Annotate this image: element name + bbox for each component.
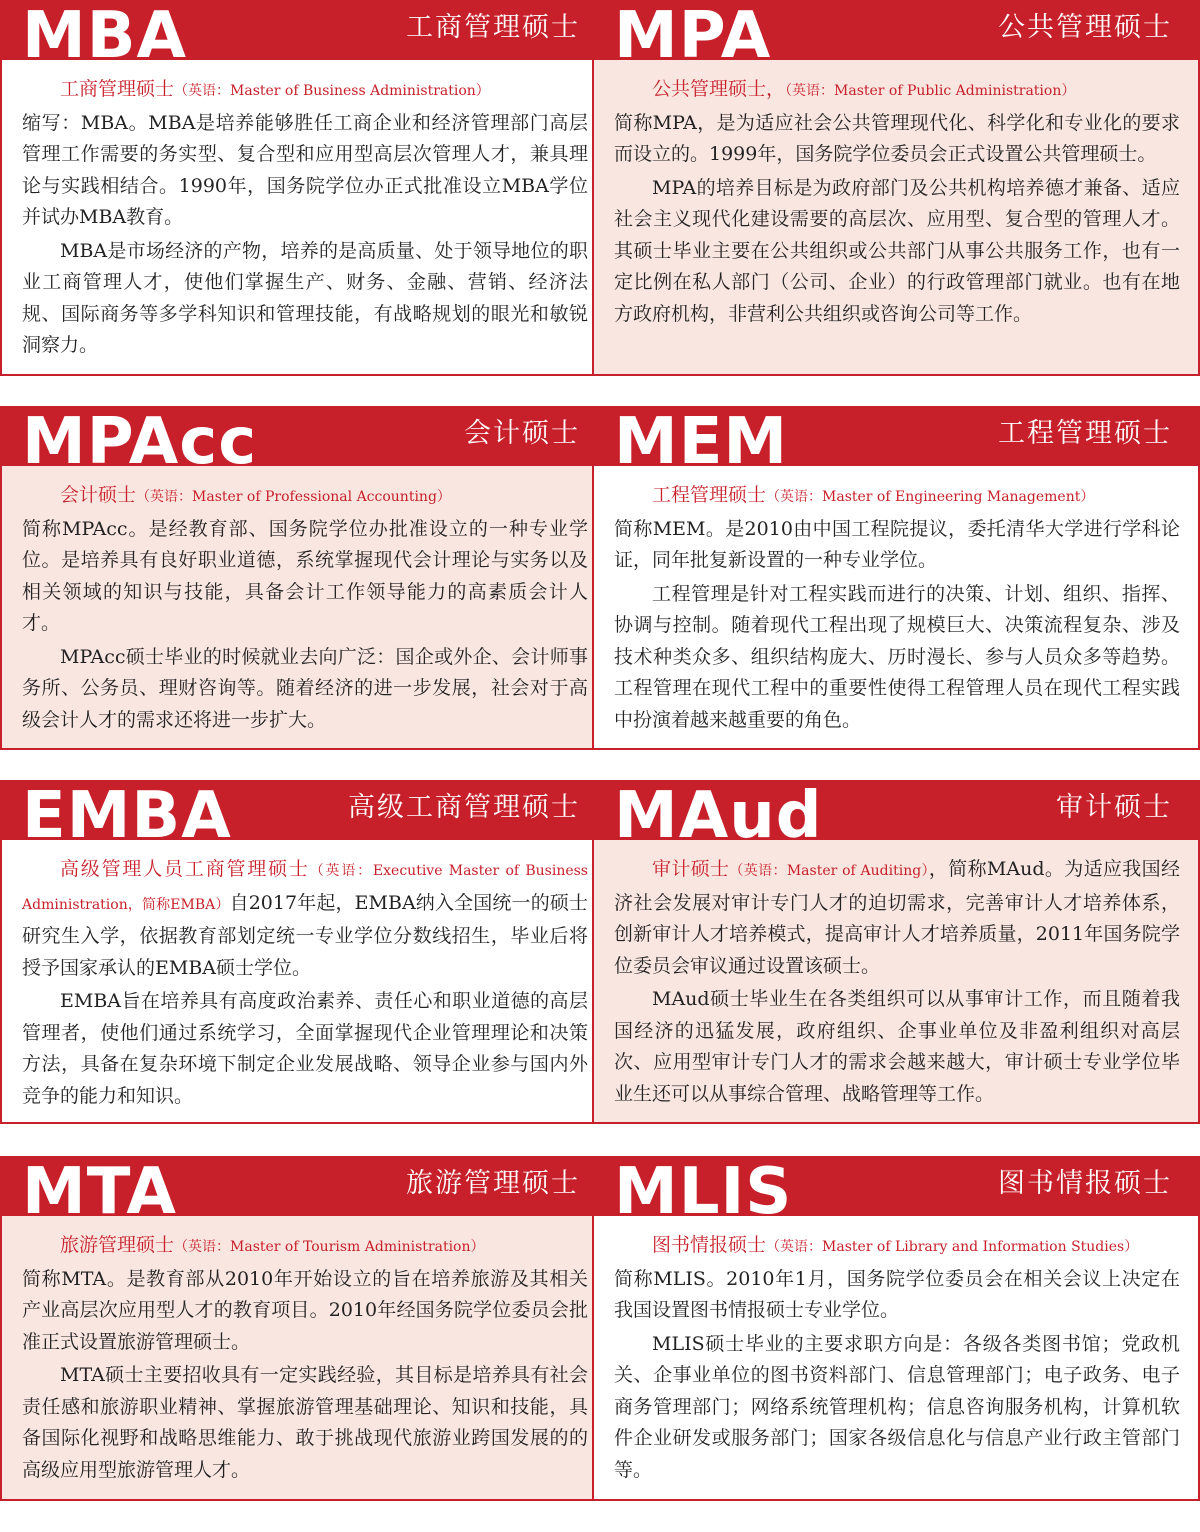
degree-title: 旅游管理硕士 xyxy=(406,1168,580,1199)
degree-abbreviation: MEM xyxy=(614,405,789,479)
paragraph xyxy=(614,1230,1180,1327)
card-header xyxy=(0,1155,608,1229)
paragraph: MPAcc硕士毕业的时候就业去向广泛：国企或外企、会计师事务所、公务员、理财咨询等。随着经济的进一步发展，社会对于高级会计人才的需求还将进一步扩大。 xyxy=(22,645,588,731)
card-content xyxy=(22,74,588,362)
degree-name: 图书情报硕士 xyxy=(652,1234,767,1256)
degree-name: 工商管理硕士 xyxy=(60,78,175,100)
card-header xyxy=(0,0,608,73)
card-content xyxy=(614,854,1180,1110)
paragraph-text: 简称MTA。是教育部从2010年开始设立的旨在培养旅游及其相关产业高层次应用型人才的教育项目。2010年经国务院学位委员会批准正式设置旅游管理硕士。 xyxy=(22,1267,588,1353)
english-name: （英语：Master of Professional Accounting） xyxy=(136,489,451,505)
degree-abbreviation: MBA xyxy=(22,0,187,73)
card-maud xyxy=(592,780,1200,1156)
paragraph: MAud硕士毕业生在各类组织可以从事审计工作，而且随着我国经济的迅猛发展，政府组织、企事业单位及非盈利组织对高层次、应用型审计专门人才的需求会越来越大，审计硕士专业学位毕业生还可以从事综合管理、战略管理等工作。 xyxy=(614,988,1180,1105)
card-mta xyxy=(0,1156,608,1532)
paragraph xyxy=(22,1230,588,1358)
degree-abbreviation: EMBA xyxy=(22,779,232,853)
card-mlis xyxy=(592,1156,1200,1532)
card-header xyxy=(592,0,1200,73)
degree-name: 高级管理人员工商管理硕士 xyxy=(60,858,310,880)
degree-title: 工商管理硕士 xyxy=(406,12,580,43)
paragraph xyxy=(614,854,1180,982)
paragraph-text: 缩写：MBA。MBA是培养能够胜任工商企业和经济管理部门高层管理工作需要的务实型、复合型和应用型高层次管理人才，兼具理论与实践相结合。1990年，国务院学位办正式批准设立MBA学位并试办MBA教育。 xyxy=(22,111,588,228)
degree-name: 工程管理硕士 xyxy=(652,484,767,506)
card-body xyxy=(592,60,1200,376)
paragraph: MPA的培养目标是为政府部门及公共机构培养德才兼备、适应社会主义现代化建设需要的高层次、应用型、复合型的管理人才。其硕士毕业主要在公共组织或公共部门从事公共服务工作，也有一定比例在私人部门（公司、企业）的行政管理部门就业。也有在地方政府机构，非营利公共组织或咨询公司等工作。 xyxy=(614,176,1180,325)
card-body xyxy=(0,466,608,750)
english-name: （英语：Master of Engineering Management） xyxy=(766,489,1095,505)
degree-name: 会计硕士 xyxy=(60,484,137,506)
degree-title: 图书情报硕士 xyxy=(998,1168,1172,1199)
degree-title: 审计硕士 xyxy=(1056,792,1172,823)
degree-abbreviation: MAud xyxy=(614,779,823,853)
card-content xyxy=(22,480,588,736)
english-name: （英语：Master of Public Administration） xyxy=(785,83,1076,99)
card-emba xyxy=(0,780,608,1156)
degree-abbreviation: MPAcc xyxy=(22,405,258,479)
paragraph xyxy=(22,74,588,234)
degree-name: 旅游管理硕士 xyxy=(60,1234,175,1256)
card-body xyxy=(592,840,1200,1124)
paragraph: MLIS硕士毕业的主要求职方向是：各级各类图书馆；党政机关、企事业单位的图书资料部门、信息管理部门；电子政务、电子商务管理部门；网络系统管理机构；信息咨询服务机构，计算机软件企业研发或服务部门；国家各级信息化与信息产业行政主管部门等。 xyxy=(614,1332,1180,1481)
card-header xyxy=(592,405,1200,479)
english-name: （英语：Master of Business Administration） xyxy=(174,83,490,99)
card-content xyxy=(614,74,1180,330)
card-content xyxy=(22,1230,588,1486)
degree-abbreviation: MLIS xyxy=(614,1155,793,1229)
paragraph-text: 自2017年起，EMBA纳入全国统一的硕士研究生入学，依据教育部划定统一专业学位分数线招生，毕业后将授予国家承认的EMBA硕士学位。 xyxy=(22,891,588,979)
card-mpa xyxy=(592,0,1200,376)
degree-title: 高级工商管理硕士 xyxy=(348,792,580,823)
card-body xyxy=(0,1216,608,1501)
degree-abbreviation: MTA xyxy=(22,1155,177,1229)
degree-name: 审计硕士 xyxy=(652,858,730,880)
english-name: （英语：Executive Master of Business Administration，简称EMBA） xyxy=(22,863,588,913)
card-header xyxy=(0,405,608,479)
card-mpacc xyxy=(0,406,608,782)
english-name: （英语：Master of Tourism Administration） xyxy=(174,1239,485,1255)
degree-name: 公共管理硕士， xyxy=(652,78,786,100)
degree-abbreviation: MPA xyxy=(614,0,772,73)
paragraph: EMBA旨在培养具有高度政治素养、责任心和职业道德的高层管理者，使他们通过系统学习，全面掌握现代企业管理理论和决策方法，具备在复杂环境下制定企业发展战略、领导企业参与国内外竞争的能力和知识。 xyxy=(22,990,588,1107)
english-name: （英语：Master of Auditing） xyxy=(729,863,929,879)
degree-title: 会计硕士 xyxy=(464,418,580,449)
card-body xyxy=(0,60,608,376)
paragraph-text: 简称MPAcc。是经教育部、国务院学位办批准设立的一种专业学位。是培养具有良好职业道德，系统掌握现代会计理论与实务以及相关领域的知识与技能，具备会计工作领导能力的高素质会计人才。 xyxy=(22,517,588,634)
card-header xyxy=(592,1155,1200,1229)
paragraph-text: 简称MPA，是为适应社会公共管理现代化、科学化和专业化的要求而设立的。1999年，国务院学位委员会正式设置公共管理硕士。 xyxy=(614,111,1180,165)
paragraph: 工程管理是针对工程实践而进行的决策、计划、组织、指挥、协调与控制。随着现代工程出现了规模巨大、决策流程复杂、涉及技术种类众多、组织结构庞大、历时漫长、参与人员众多等趋势。工程管理在现代工程中的重要性使得工程管理人员在现代工程实践中扮演着越来越重要的角色。 xyxy=(614,582,1180,731)
degree-title: 工程管理硕士 xyxy=(998,418,1172,449)
card-header xyxy=(592,779,1200,853)
card-mba xyxy=(0,0,608,376)
card-content xyxy=(22,854,588,1112)
paragraph xyxy=(22,480,588,640)
card-header xyxy=(0,779,608,853)
paragraph-text: ，简称MAud。为适应我国经济社会发展对审计专门人才的迫切需求，完善审计人才培养体系，创新审计人才培养模式，提高审计人才培养质量，2011年国务院学位委员会审议通过设置该硕士。 xyxy=(614,858,1180,977)
card-content xyxy=(614,1230,1180,1486)
card-mem xyxy=(592,406,1200,782)
english-name: （英语：Master of Library and Information Studies） xyxy=(766,1239,1139,1255)
paragraph: MTA硕士主要招收具有一定实践经验，其目标是培养具有社会责任感和旅游职业精神、掌握旅游管理基础理论、知识和技能，具备国际化视野和战略思维能力、敢于挑战现代旅游业跨国发展的的高级应用型旅游管理人才。 xyxy=(22,1364,588,1481)
paragraph: MBA是市场经济的产物，培养的是高质量、处于领导地位的职业工商管理人才，使他们掌握生产、财务、金融、营销、经济法规、国际商务等多学科知识和管理技能，有战略规划的眼光和敏锐洞察力。 xyxy=(22,239,588,356)
paragraph-text: 简称MEM。是2010由中国工程院提议，委托清华大学进行学科论证，同年批复新设置的一种专业学位。 xyxy=(614,517,1180,571)
card-body xyxy=(592,466,1200,750)
paragraph-text: 简称MLIS。2010年1月，国务院学位委员会在相关会议上决定在我国设置图书情报硕士专业学位。 xyxy=(614,1267,1180,1321)
paragraph xyxy=(22,854,588,984)
paragraph xyxy=(614,74,1180,171)
card-body xyxy=(0,840,608,1124)
degree-title: 公共管理硕士 xyxy=(998,12,1172,43)
paragraph xyxy=(614,480,1180,577)
card-content xyxy=(614,480,1180,736)
card-body xyxy=(592,1216,1200,1501)
